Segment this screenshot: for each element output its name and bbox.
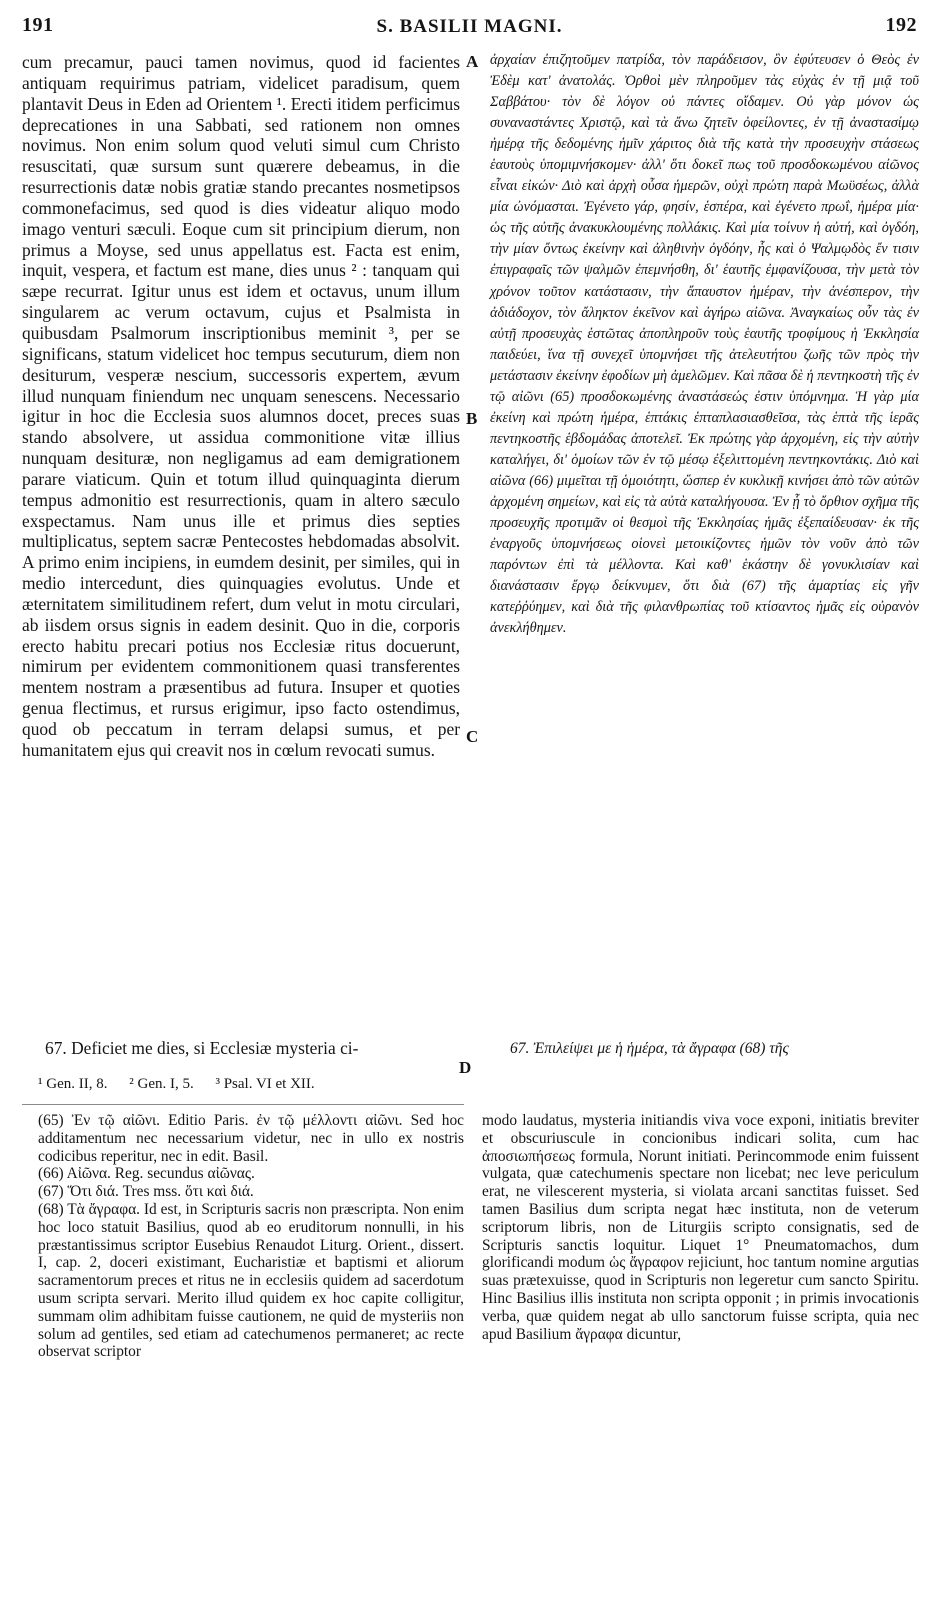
page-number-left: 191 xyxy=(22,14,54,36)
greek-paragraph: ἀρχαίαν ἐπιζητοῦμεν πατρίδα, τὸν παράδεισον, ὃν ἐφύτευσεν ὁ Θεὸς ἐν Ἐδὲμ κατ' ἀνατολάς. Ὀρθοὶ μὲν πληροῦμεν τὰς εὐχὰς ἐν τῇ μιᾷ τοῦ Σαββάτου· τὸν δὲ λόγον οὐ πάντες οἴδαμεν. Οὐ γὰρ μόνον ὡς συναναστάντες Χριστῷ, καὶ τὰ ἄνω ζητεῖν ὀφείλοντες, ἐν τῇ ἀναστασίμῳ ἡμέρᾳ τῆς δεδομένης ἡμῖν χάριτος διὰ τῆς κατὰ τὴν προσευχὴν στάσεως ἑαυτοὺς ὑπομιμνήσκομεν· ἀλλ' ὅτι δοκεῖ πως τοῦ προσδοκωμένου αἰῶνος εἶναι εἰκών· Διὸ καὶ ἀρχὴ οὖσα ἡμερῶν, οὐχὶ πρώτη παρὰ Μωϋσέως, ἀλλὰ μία ὠνόμασται. Ἐγένετο γάρ, φησίν, ἑσπέρα, καὶ ἐγένετο πρωΐ, ἡμέρα μία· ὡς τῆς αὐτῆς ἀνακυκλουμένης πολλάκις. Καὶ μία τοίνυν ἡ αὐτή, καὶ ὀγδόη, τὴν μίαν ὄντως ἐκείνην καὶ ἀληθινὴν ὀγδόην, ἧς καὶ ὁ Ψαλμῳδὸς ἔν τισιν ἐπιγραφαῖς τῶν ψαλμῶν ἐπεμνήσθη, δι' ἑαυτῆς ἐμφανίζουσα, τὴν μετὰ τὸν χρόνον τοῦτον κατάστασιν, τὴν ἄπαυστον ἡμέραν, τὴν ἀνέσπερον, τὴν ἀδιάδοχον, τὸν ἄληκτον ἐκεῖνον καὶ ἀγήρω αἰῶνα. Ἀναγκαίως οὖν τὰς ἐν αὐτῇ προσευχὰς ἑστῶτας ἀποπληροῦν τοὺς ἑαυτῆς τροφίμους ἡ Ἐκκλησία παιδεύει, ἵνα τῇ συνεχεῖ ὑπομνήσει τῆς ἀτελευτήτου ζωῆς τῶν πρὸς τὴν μετάστασιν ἐκείνην ἐφοδίων μὴ ἀμελῶμεν. Καὶ πᾶσα δὲ ἡ πεντηκοστὴ τῆς ἐν τῷ αἰῶνι (65) προσδοκωμένης ἀναστάσεώς ἐστιν ὑπόμνημα. Ἡ γὰρ μία ἐκείνη καὶ πρώτη ἡμέρα, ἑπτάκις ἑπταπλασιασθεῖσα, τὰς ἑπτὰ τῆς ἱερᾶς πεντηκοστῆς ἑβδομάδας ἀποτελεῖ. Ἐκ πρώτης γὰρ ἀρχομένη, εἰς τὴν αὐτὴν καταλήγει, δι' ὁμοίων τῶν ἐν τῷ μέσῳ ἐξελιττομένη πεντηκοντάκις. Διὸ καὶ αἰῶνα (66) μιμεῖται τῇ ὁμοιότητι, ὥσπερ ἐν κυκλικῇ κινήσει ἀπὸ τῶν αὐτῶν ἀρχομένη σημείων, καὶ εἰς τὰ αὐτὰ καταλήγουσα. Ἐν ᾗ τὸ ὄρθιον σχῆμα τῆς προσευχῆς προτιμᾶν οἱ θεσμοὶ τῆς Ἐκκλησίας ἡμᾶς ἐξεπαίδευσαν· ἐκ τῆς ἐναργοῦς ὑπομνήσεως οἱονεὶ μετοικίζοντες ἡμῶν τὸν νοῦν ἀπὸ τῶν παρόντων ἐπὶ τὰ μέλλοντα. Καὶ καθ' ἑκάστην δὲ γονυκλισίαν καὶ διανάστασιν ἔργῳ δείκνυμεν, ὅτι διὰ (67) τῆς ἁμαρτίας εἰς γῆν κατεῤῥύημεν, καὶ διὰ τῆς φιλανθρωπίας τοῦ κτίσαντος ἡμᾶς εἰς οὐρανὸν ἀνεκλήθημεν. xyxy=(490,52,919,637)
running-title: S. BASILII MAGNI. xyxy=(376,16,563,37)
latin-paragraph: cum precamur, pauci tamen novimus, quod id facientes antiquam requirimus patriam, videlicet paradisum, quem plantavit Deus in Eden ad Orientem ¹. Erecti itidem perficimus deprecationes in una Sabbati, sed rationem non omnes novimus. Non enim solum quod veluti simul cum Christo resuscitati, quæ sursum sunt quærere debeamus, in die resurrectionis datæ nobis gratiæ stando precantes nosmetipsos commonefacimus, sed quod is dies videatur aliquo modo imago venturi sæculi. Eoque cum sit principium dierum, non primus a Moyse, sed unus appellatus est. Facta est enim, inquit, vespera, et factum est mane, dies unus ² : tanquam qui sæpe recurrat. Igitur unus est idem et octavus, unum illum singularem ac verum octavum, cujus et Psalmista in quibusdam Psalmorum inscriptionibus meminit ³, per se significans, statum videlicet hoc tempus secuturum, diem non desiturum, vesperæ nescium, successoris expertem, ævum illud nunquam finiendum nec unquam senescens. Necessario igitur in hoc die Ecclesia suos alumnos docet, preces suas stando absolvere, ut assidua commonitione vitæ illius nunquam desituræ, non negligamus ad eam demigrationem parare viaticum. Quin et totum illud quinquaginta dierum tempus admonitio est resurrectionis, quam in altero sæculo exspectamus. Nam unus ille et primus dies septies multiplicatus, septem sacræ Pentecostes hebdomadas absolvit. A primo enim incipiens, in eumdem desinit, per similes, qui in medio intercedunt, dies quinquagies evolutus. Unde et æternitatem similitudinem refert, dum velut in motu circulari, ab iisdem orsus signis in eadem desinit. Quo in die, corporis erecto habitu precari potius nos Ecclesiæ ritus docuerunt, nimirum per evidentem commonitionem quasi transferentes mentem nostram a præsentibus ad futura. Insuper et quoties genua flectimus, et rursus erigimur, ipso facto ostendimus, quod ob peccatum in terram delapsi sumus, et per humanitatem ejus qui creavit nos in cœlum revocati sumus. xyxy=(22,52,460,760)
section-marker-d: D xyxy=(459,1058,472,1077)
footnote-1: ¹ Gen. II, 8. xyxy=(38,1076,108,1092)
greek-column xyxy=(490,50,919,639)
page-number-right: 192 xyxy=(885,14,917,36)
latin-continuation: 67. Deficiet me dies, si Ecclesiæ mysteria ci- xyxy=(45,1038,359,1058)
footnotes xyxy=(38,1076,333,1093)
note-68: (68) Τὰ ἄγραφα. Id est, in Scripturis sacris non præscripta. Non enim hoc loco statuit Basilius, quod ab eo eruditorum nonnulli, in his præstantissimus scriptor Eusebius Renaudot Liturg. Orient., dissert. I, cap. 2, doceri existimant, Eucharistiæ et baptismi et aliorum sacramentorum preces et ritus ne in ecclesiis quidem ad sacerdotum usum scripta servari. Merito illud quidem ex hoc capite colligitur, summam olim adhibitam fuisse cautionem, ne quid de mysteriis non solum ad gentiles, sed etiam ad catechumenos permaneret; ac recte observat scriptor xyxy=(38,1200,464,1361)
note-66: (66) Αἰῶνα. Reg. secundus αἰῶνας. xyxy=(38,1165,255,1183)
notes-left-column xyxy=(38,1112,464,1361)
footnote-2: ² Gen. I, 5. xyxy=(129,1076,194,1092)
note-67: (67) Ὅτι διά. Tres mss. ὅτι καὶ διά. xyxy=(38,1183,254,1201)
section-marker-c: C xyxy=(466,727,479,746)
footnote-divider xyxy=(22,1104,464,1105)
notes-right-column xyxy=(482,1112,919,1343)
footnote-3: ³ Psal. VI et XII. xyxy=(215,1076,315,1092)
note-65: (65) Ἐν τῷ αἰῶνι. Editio Paris. ἐν τῷ μέλλοντι αἰῶνι. Sed hoc additamentum nec necessarium videtur, nec in ullo ex nostris codicibus reperitur, nec in edit. Basil. xyxy=(38,1112,464,1165)
section-marker-a: A xyxy=(466,52,479,71)
greek-continuation: 67. Ἐπιλείψει με ἡ ἡμέρα, τὰ ἄγραφα (68) τῆς xyxy=(510,1040,789,1057)
note-68-continued: modo laudatus, mysteria initiandis viva voce exponi, initiatis breviter et obscuriuscule in concionibus indicari solita, cum hac ἀποσιωπήσεως formula, Norunt initiati. Perincommode enim fuissent vulgata, quæ catechumenis spectare non licebat; nec leve periculum erat, ne vilescerent mysteria, si violata arcani sanctitas fuisset. Sed tamen Basilius dum scripta negat hæc instituta, non de veterum scriptorum libris, non de Liturgiis scripto consignatis, sed de Scripturis sanctis loquitur. Liquet 1° Pneumatomachos, dum glorificandi modum ὡς ἄγραφον rejiciunt, hoc tantum nomine argutias suas prætexuisse, quod in Scripturis non legeretur cum sancto Spiritu. Hinc Basilius illis instituta non scripta opponit ; in primis invocationis verba, quæ quidem negat ab ullo sanctorum fuisse scripta, quia nec apud Basilium ἄγραφα dicuntur, xyxy=(482,1112,919,1343)
latin-column xyxy=(22,52,460,761)
section-marker-b: B xyxy=(466,409,478,428)
